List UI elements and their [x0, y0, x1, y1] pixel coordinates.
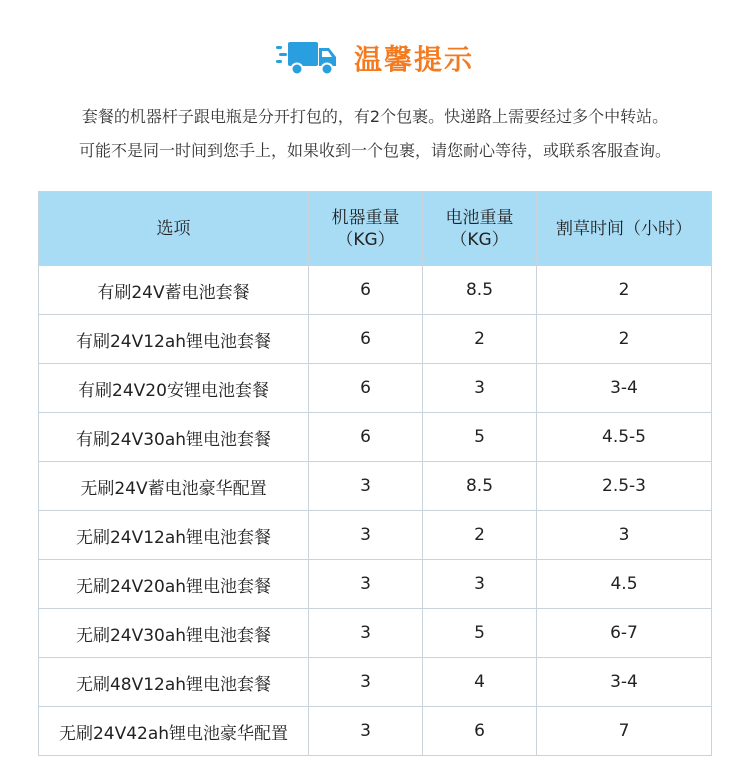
column-header-mowing-time: 割草时间（小时） — [537, 192, 712, 266]
table-row — [39, 511, 712, 560]
mowing-time-cell: 3-4 — [537, 364, 712, 413]
notice-line-2: 可能不是同一时间到您手上，如果收到一个包裹，请您耐心等待，或联系客服查询。 — [78, 141, 671, 160]
battery-weight-cell: 6 — [423, 707, 537, 756]
package-spec-table — [38, 191, 712, 756]
machine-weight-cell: 3 — [309, 511, 423, 560]
battery-weight-cell: 4 — [423, 658, 537, 707]
battery-weight-cell: 2 — [423, 511, 537, 560]
option-name-cell: 无刷48V12ah锂电池套餐 — [39, 658, 309, 707]
battery-weight-cell: 2 — [423, 315, 537, 364]
option-name-cell: 无刷24V蓄电池豪华配置 — [39, 462, 309, 511]
table-row — [39, 364, 712, 413]
battery-weight-cell: 3 — [423, 364, 537, 413]
column-header-machine-weight: 机器重量 （KG） — [309, 192, 423, 266]
option-name-cell: 无刷24V30ah锂电池套餐 — [39, 609, 309, 658]
table-row — [39, 560, 712, 609]
table-row — [39, 462, 712, 511]
mowing-time-cell: 2 — [537, 315, 712, 364]
option-name-cell: 无刷24V42ah锂电池豪华配置 — [39, 707, 309, 756]
mowing-time-cell: 3-4 — [537, 658, 712, 707]
option-name-cell: 无刷24V20ah锂电池套餐 — [39, 560, 309, 609]
battery-weight-cell: 5 — [423, 609, 537, 658]
machine-weight-cell: 3 — [309, 462, 423, 511]
notice-line-1: 套餐的机器杆子跟电瓶是分开打包的，有2个包裹。快递路上需要经过多个中转站。 — [81, 107, 669, 126]
machine-weight-cell: 6 — [309, 266, 423, 315]
mowing-time-cell: 4.5-5 — [537, 413, 712, 462]
table-row — [39, 707, 712, 756]
option-name-cell: 有刷24V30ah锂电池套餐 — [39, 413, 309, 462]
machine-weight-cell: 3 — [309, 609, 423, 658]
table-row — [39, 413, 712, 462]
option-name-cell: 有刷24V20安锂电池套餐 — [39, 364, 309, 413]
option-name-cell: 无刷24V12ah锂电池套餐 — [39, 511, 309, 560]
option-name-cell: 有刷24V蓄电池套餐 — [39, 266, 309, 315]
battery-weight-cell: 8.5 — [423, 462, 537, 511]
machine-weight-cell: 6 — [309, 315, 423, 364]
battery-weight-cell: 8.5 — [423, 266, 537, 315]
table-row — [39, 266, 712, 315]
mowing-time-cell: 3 — [537, 511, 712, 560]
machine-weight-cell: 3 — [309, 707, 423, 756]
machine-weight-cell: 3 — [309, 658, 423, 707]
battery-weight-cell: 3 — [423, 560, 537, 609]
machine-weight-cell: 3 — [309, 560, 423, 609]
machine-weight-cell: 6 — [309, 413, 423, 462]
page-title: 温馨提示 — [353, 43, 474, 76]
mowing-time-cell: 2.5-3 — [537, 462, 712, 511]
table-header-row — [39, 192, 712, 266]
delivery-truck-icon — [276, 38, 340, 78]
column-header-option: 选项 — [39, 192, 309, 266]
option-name-cell: 有刷24V12ah锂电池套餐 — [39, 315, 309, 364]
table-row — [39, 609, 712, 658]
column-header-battery-weight: 电池重量 （KG） — [423, 192, 537, 266]
mowing-time-cell: 4.5 — [537, 560, 712, 609]
notice-header — [0, 30, 750, 86]
table-row — [39, 658, 712, 707]
mowing-time-cell: 2 — [537, 266, 712, 315]
machine-weight-cell: 6 — [309, 364, 423, 413]
battery-weight-cell: 5 — [423, 413, 537, 462]
mowing-time-cell: 6-7 — [537, 609, 712, 658]
mowing-time-cell: 7 — [537, 707, 712, 756]
table-row — [39, 315, 712, 364]
